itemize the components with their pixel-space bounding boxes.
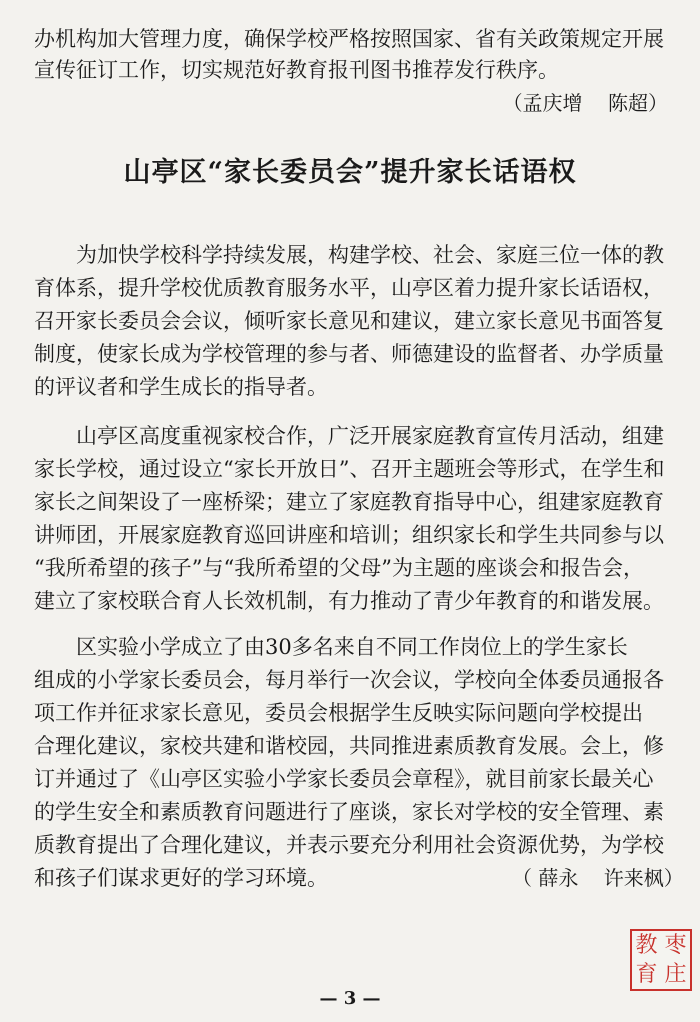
paragraph-2-line-2: 家长学校，通过设立“家长开放日”、召开主题班会等形式，在学生和 [34, 457, 665, 481]
paragraph-1-line-5: 的评议者和学生成长的指导者。 [34, 375, 328, 399]
paragraph-3-line-8: 和孩子们谋求更好的学习环境。 [34, 866, 328, 890]
seal-char-3: 育 [635, 962, 658, 987]
fragment-line-1: 办机构加大管理力度，确保学校严格按照国家、省有关政策规定开展 [34, 27, 664, 51]
paragraph-1-line-2: 育体系，提升学校优质教育服务水平，山亭区着力提升家长话语权， [34, 276, 664, 300]
paragraph-3-line-5: 订并通过了《山亭区实验小学家长委员会章程》，就目前家长最关心 [34, 767, 654, 791]
fragment-credit: （孟庆增 陈超） [502, 91, 668, 115]
paragraph-2-line-5: “我所希望的孩子”与“我所希望的父母”为主题的座谈会和报告会， [34, 556, 644, 580]
paragraph-1-line-3: 召开家长委员会会议，倾听家长意见和建议，建立家长意见书面答复 [34, 309, 664, 333]
seal-char-4: 庄 [664, 962, 687, 987]
paragraph-3-line-2: 组成的小学家长委员会，每月举行一次会议，学校向全体委员通报各 [34, 668, 664, 692]
paragraph-2-line-3: 家长之间架设了一座桥梁；建立了家庭教育指导中心，组建家庭教育 [34, 490, 664, 514]
page-number: — 3 — [319, 988, 381, 1009]
fragment-line-2: 宣传征订工作，切实规范好教育报刊图书推荐发行秩序。 [34, 58, 559, 82]
article-credit: （ 薛永 许来枫） [512, 866, 684, 890]
paragraph-1-line-4: 制度，使家长成为学校管理的参与者、师德建设的监督者、办学质量 [34, 342, 664, 366]
seal-char-1: 教 [635, 933, 658, 958]
paragraph-3-line-7: 质教育提出了合理化建议，并表示要充分利用社会资源优势，为学校 [34, 833, 664, 857]
seal-stamp [630, 929, 692, 991]
seal-char-2: 枣 [664, 933, 687, 958]
paragraph-2-line-6: 建立了家校联合育人长效机制，有力推动了青少年教育的和谐发展。 [34, 589, 664, 613]
paragraph-2-line-4: 讲师团，开展家庭教育巡回讲座和培训；组织家长和学生共同参与以 [34, 523, 664, 547]
paragraph-3-line-4: 合理化建议，家校共建和谐校园，共同推进素质教育发展。会上，修 [34, 734, 664, 758]
paragraph-2-line-1: 山亭区高度重视家校合作，广泛开展家庭教育宣传月活动，组建 [76, 424, 664, 448]
paragraph-3-line-1: 区实验小学成立了由30多名来自不同工作岗位上的学生家长 [76, 635, 628, 659]
paragraph-3-line-6: 的学生安全和素质教育问题进行了座谈，家长对学校的安全管理、素 [34, 800, 664, 824]
paragraph-3-line-3: 项工作并征求家长意见，委员会根据学生反映实际问题向学校提出 [34, 701, 643, 725]
paragraph-1-line-1: 为加快学校科学持续发展，构建学校、社会、家庭三位一体的教 [76, 243, 664, 267]
article-title: 山亭区“家长委员会”提升家长话语权 [123, 157, 577, 188]
